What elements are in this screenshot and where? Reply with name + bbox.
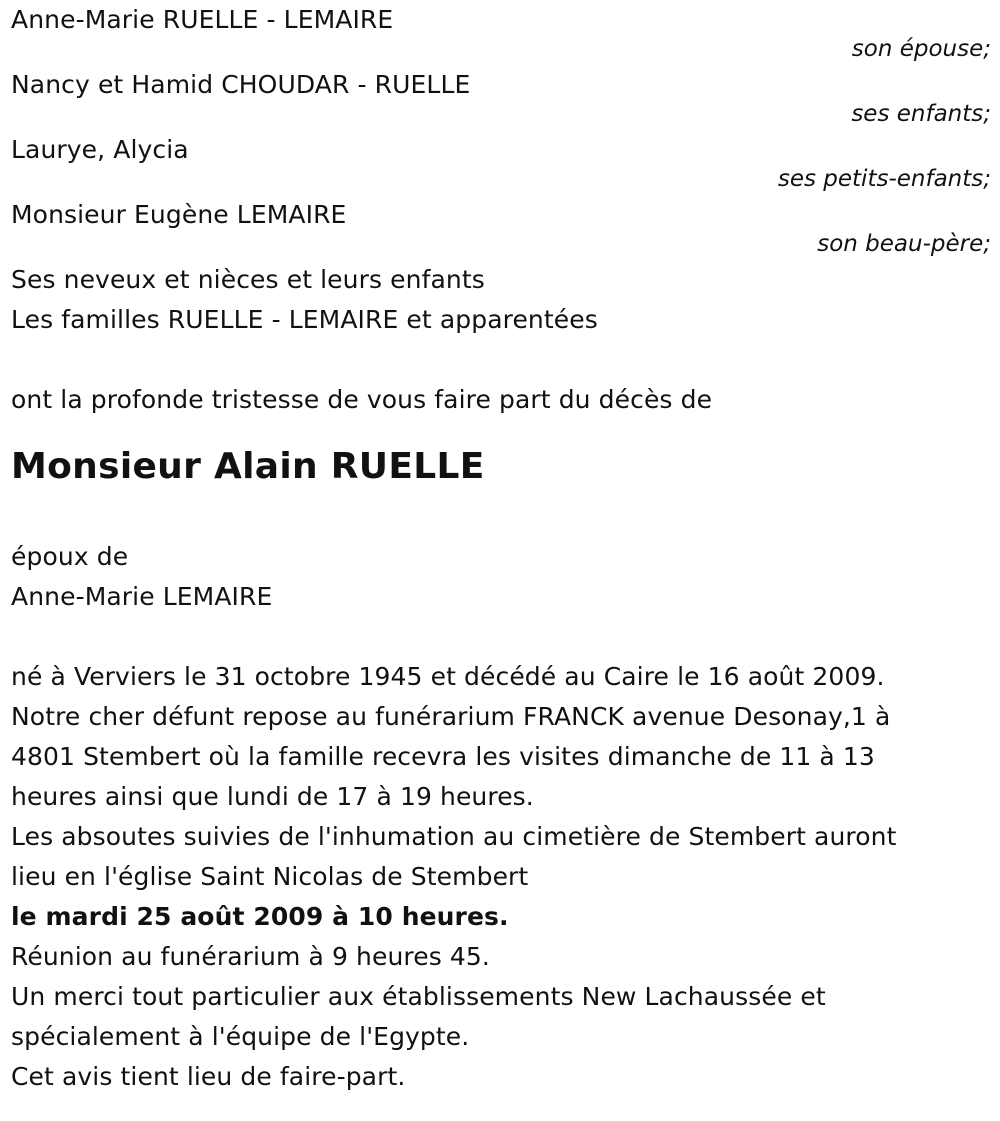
closing-line: Réunion au funérarium à 9 heures 45. xyxy=(11,942,490,971)
family-relation: son beau-père; xyxy=(817,231,991,257)
spouse-name: Anne-Marie LEMAIRE xyxy=(11,582,273,611)
other-relatives-line: Ses neveux et nièces et leurs enfants xyxy=(11,265,485,294)
family-entry xyxy=(11,130,991,191)
obituary-notice xyxy=(11,0,991,1097)
spouse-block xyxy=(11,537,991,617)
family-relation: son épouse; xyxy=(851,36,991,62)
deceased-name: Monsieur Alain RUELLE xyxy=(11,446,485,487)
closing-line: Cet avis tient lieu de faire-part. xyxy=(11,1062,406,1091)
details-line: 4801 Stembert où la famille recevra les visites dimanche de 11 à 13 xyxy=(11,742,875,771)
details-line: lieu en l'église Saint Nicolas de Stembert xyxy=(11,862,529,891)
closing-line: spécialement à l'équipe de l'Egypte. xyxy=(11,1022,470,1051)
family-member-name: Nancy et Hamid CHOUDAR - RUELLE xyxy=(11,70,471,99)
family-entry xyxy=(11,195,991,256)
family-member-name: Laurye, Alycia xyxy=(11,135,189,164)
other-relatives xyxy=(11,260,991,340)
details-line: heures ainsi que lundi de 17 à 19 heures. xyxy=(11,782,534,811)
family-list xyxy=(11,0,991,256)
details-line: né à Verviers le 31 octobre 1945 et décédé au Caire le 16 août 2009. xyxy=(11,662,885,691)
family-entry xyxy=(11,0,991,61)
family-relation: ses enfants; xyxy=(851,101,991,127)
other-relatives-line: Les familles RUELLE - LEMAIRE et apparentées xyxy=(11,305,598,334)
ceremony-date: le mardi 25 août 2009 à 10 heures. xyxy=(11,902,509,931)
family-entry xyxy=(11,65,991,126)
family-member-name: Monsieur Eugène LEMAIRE xyxy=(11,200,347,229)
announcement-text: ont la profonde tristesse de vous faire part du décès de xyxy=(11,385,713,414)
funeral-details xyxy=(11,657,991,1097)
family-member-name: Anne-Marie RUELLE - LEMAIRE xyxy=(11,5,394,34)
spouse-intro: époux de xyxy=(11,542,129,571)
details-line: Les absoutes suivies de l'inhumation au cimetière de Stembert auront xyxy=(11,822,897,851)
family-relation: ses petits-enfants; xyxy=(777,166,991,192)
closing-line: Un merci tout particulier aux établissements New Lachaussée et xyxy=(11,982,826,1011)
details-line: Notre cher défunt repose au funérarium FRANCK avenue Desonay,1 à xyxy=(11,702,891,731)
